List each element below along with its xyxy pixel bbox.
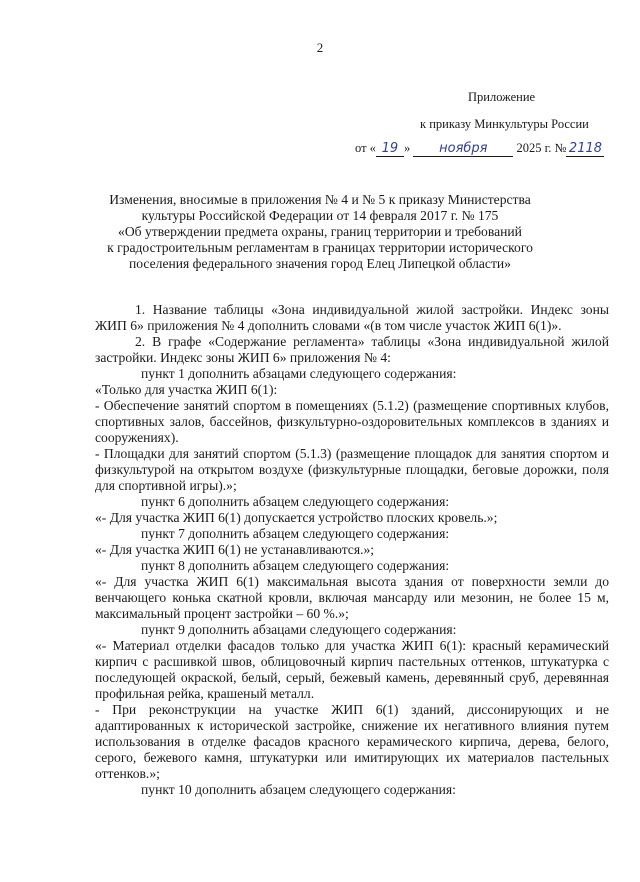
paragraph: «- Для участка ЖИП 6(1) допускается устройство плоских кровель.»; xyxy=(95,510,498,525)
appendix-title: Приложение xyxy=(468,90,536,104)
page-number: 2 xyxy=(316,40,324,55)
date-sep: » xyxy=(403,141,411,155)
date-day: 19 xyxy=(376,141,404,157)
document-heading xyxy=(100,192,540,272)
paragraph: «Только для участка ЖИП 6(1): xyxy=(95,382,278,397)
document-body xyxy=(95,302,609,798)
paragraph: «- Для участка ЖИП 6(1) не устанавливаются.»; xyxy=(95,542,375,557)
heading-line: Изменения, вносимые в приложения № 4 и № 5 к приказу Министерства xyxy=(109,192,531,207)
paragraph-1: 1. Название таблицы «Зона индивидуальной жилой застройки. Индекс зоны ЖИП 6» приложения № 4 дополнить словами «(в том числе участок ЖИП 6(1)». xyxy=(95,302,609,333)
paragraph: - Площадки для занятий спортом (5.1.3) (размещение площадок для занятия спортом и физкультурой на открытом воздухе (физкультурные площадки, беговые дорожки, поля для спортивной игры).»; xyxy=(95,446,609,493)
heading-line: поселения федерального значения город Елец Липецкой области» xyxy=(129,256,511,271)
heading-line: «Об утверждении предмета охраны, границ территории и требований xyxy=(118,224,522,239)
paragraph: пункт 1 дополнить абзацами следующего содержания: xyxy=(141,366,457,381)
date-year: 2025 г. xyxy=(516,141,552,155)
number-label: № xyxy=(554,141,567,155)
paragraph: пункт 8 дополнить абзацем следующего содержания: xyxy=(141,558,450,573)
paragraph: - При реконструкции на участке ЖИП 6(1) зданий, диссонирующих и не адаптированных к исторической застройке, снижение их негативного влияния путем использования в отделке фасадов красного керамического кирпича, дерева, белого, серого, бежевого камня, штукатурки или имитирующих их материалов пастельных оттенков.»; xyxy=(95,702,609,781)
date-prefix: от « xyxy=(355,141,376,155)
order-number: 2118 xyxy=(566,141,604,157)
paragraph-2: 2. В графе «Содержание регламента» таблицы «Зона индивидуальной жилой застройки. Индекс зоны ЖИП 6» приложения № 4: xyxy=(95,334,609,365)
appendix-order-line: к приказу Минкультуры России xyxy=(420,117,589,131)
paragraph: пункт 7 дополнить абзацем следующего содержания: xyxy=(141,526,450,541)
heading-line: к градостроительным регламентам в границах территории исторического xyxy=(107,240,533,255)
paragraph: «- Материал отделки фасадов только для участка ЖИП 6(1): красный керамический кирпич с расшивкой швов, облицовочный кирпич пастельных оттенков, штукатурка с последующей окраской, белый, серый, бежевый камень, деревянный сруб, деревянная профильная рейка, крашеный металл. xyxy=(95,638,609,701)
heading-line: культуры Российской Федерации от 14 февраля 2017 г. № 175 xyxy=(141,208,499,223)
paragraph: «- Для участка ЖИП 6(1) максимальная высота здания от поверхности земли до венчающего конька скатной кровли, включая мансарду или мезонин, не более 15 м, максимальный процент застройки – 60 %.»; xyxy=(95,574,609,621)
paragraph: - Обеспечение занятий спортом в помещениях (5.1.2) (размещение спортивных клубов, спортивных залов, бассейнов, физкультурно-оздоровительных комплексов в зданиях и сооружениях). xyxy=(95,398,609,445)
paragraph: пункт 6 дополнить абзацем следующего содержания: xyxy=(141,494,450,509)
date-month: ноября xyxy=(413,141,513,157)
appendix-date-line xyxy=(355,141,604,157)
paragraph: пункт 9 дополнить абзацами следующего содержания: xyxy=(141,622,457,637)
paragraph: пункт 10 дополнить абзацем следующего содержания: xyxy=(141,782,456,797)
